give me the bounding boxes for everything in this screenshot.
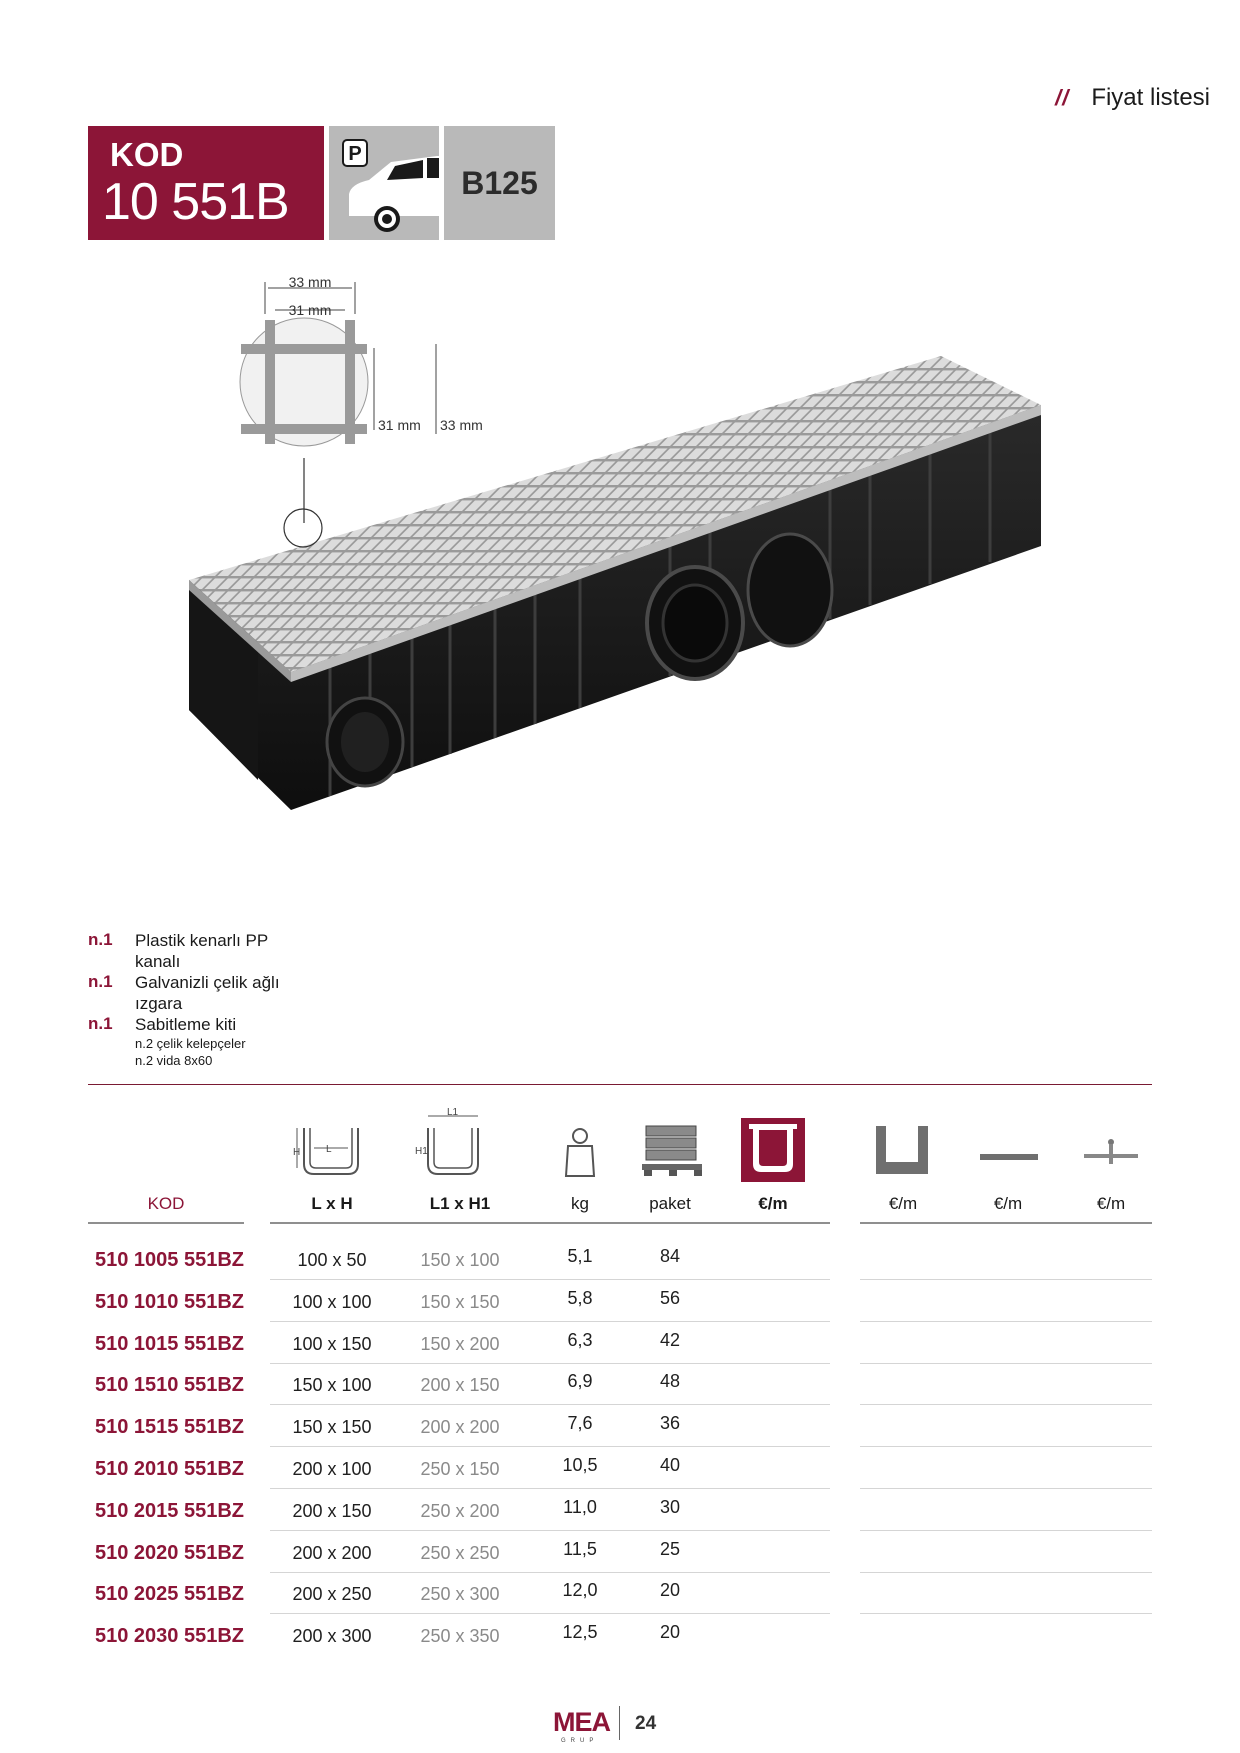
- table-cell-kg: 5,8: [567, 1288, 593, 1308]
- col-header-price-body: €/m: [888, 1194, 918, 1213]
- table-row-separator: [860, 1530, 1152, 1531]
- brand-logo: MEA: [553, 1707, 610, 1737]
- table-cell-paket: 42: [659, 1330, 681, 1350]
- table-cell-kg: 6,3: [567, 1330, 593, 1350]
- table-cell-l1xh1: 150 x 100: [420, 1250, 500, 1270]
- table-cell-kg: 10,5: [562, 1455, 598, 1475]
- car-parking-icon: [329, 126, 439, 240]
- table-cell-l1xh1: 150 x 200: [420, 1334, 500, 1354]
- table-row-separator: [270, 1572, 830, 1573]
- dim-inner-horizontal: 31 mm: [288, 302, 332, 318]
- page-header: [1055, 84, 1210, 112]
- icon-label-h: H: [293, 1147, 301, 1158]
- header-marker: //: [1055, 85, 1070, 110]
- contents-item: [88, 972, 300, 1014]
- load-class-value: B125: [461, 165, 538, 201]
- table-cell-lxh: 100 x 150: [292, 1334, 372, 1354]
- table-row-separator: [860, 1321, 1152, 1322]
- table-cell-paket: 84: [659, 1246, 681, 1266]
- icon-label-h1: H1: [415, 1146, 428, 1157]
- table-row-separator: [860, 1572, 1152, 1573]
- table-cell-l1xh1: 250 x 350: [420, 1626, 500, 1646]
- dim-inner-vertical: 31 mm: [378, 417, 421, 433]
- table-row-separator: [270, 1321, 830, 1322]
- product-illustration: [150, 274, 1070, 880]
- table-cell-paket: 48: [659, 1371, 681, 1391]
- col-header-kod: KOD: [147, 1194, 185, 1213]
- table-cell-kod: 510 1005 551BZ: [94, 1249, 244, 1271]
- table-cell-kod: 510 2025 551BZ: [94, 1583, 244, 1605]
- channel-outer-profile-icon: [414, 1106, 494, 1182]
- contents-detail: n.2 vida 8x60: [135, 1053, 213, 1068]
- channel-grate-icon: [741, 1118, 805, 1182]
- table-row-separator: [270, 1404, 830, 1405]
- contents-text: Galvanizli çelik ağlı ızgara: [135, 973, 280, 1013]
- table-cell-l1xh1: 200 x 150: [420, 1375, 500, 1395]
- table-cell-paket: 36: [659, 1413, 681, 1433]
- table-row-separator: [270, 1446, 830, 1447]
- channel-profile-icon: [292, 1120, 372, 1182]
- table-cell-l1xh1: 250 x 250: [420, 1543, 500, 1563]
- table-cell-l1xh1: 250 x 150: [420, 1459, 500, 1479]
- table-cell-lxh: 150 x 150: [292, 1417, 372, 1437]
- grate-icon: [978, 1150, 1040, 1164]
- table-cell-lxh: 200 x 150: [292, 1501, 372, 1521]
- table-cell-paket: 25: [659, 1539, 681, 1559]
- table-cell-kg: 12,5: [562, 1622, 598, 1642]
- table-row-separator: [270, 1613, 830, 1614]
- icon-label-l: L: [326, 1144, 332, 1155]
- table-cell-kod: 510 1510 551BZ: [94, 1374, 244, 1396]
- table-row-separator: [270, 1363, 830, 1364]
- pallet-icon: [640, 1122, 706, 1180]
- brand-logo-sub: GRUP: [561, 1738, 599, 1744]
- table-cell-kg: 11,0: [563, 1497, 597, 1517]
- header-rule: [270, 1222, 830, 1224]
- col-header-price-kit: €/m: [1096, 1194, 1126, 1213]
- table-cell-lxh: 200 x 100: [292, 1459, 372, 1479]
- table-cell-kg: 12,0: [562, 1580, 598, 1600]
- table-cell-l1xh1: 150 x 150: [420, 1292, 500, 1312]
- channel-body-icon: [872, 1122, 932, 1182]
- contents-item: [88, 1014, 300, 1069]
- dim-outer-horizontal: 33 mm: [288, 274, 332, 290]
- table-row-separator: [860, 1488, 1152, 1489]
- table-cell-paket: 30: [659, 1497, 681, 1517]
- contents-qty: n.1: [88, 972, 113, 991]
- load-class-badge: [444, 126, 555, 240]
- clamp-icon: [1082, 1138, 1140, 1168]
- table-cell-lxh: 100 x 100: [292, 1292, 372, 1312]
- table-row-separator: [270, 1488, 830, 1489]
- col-header-lxh: L x H: [311, 1194, 353, 1213]
- col-header-kg: kg: [571, 1194, 589, 1213]
- col-header-l1xh1: L1 x H1: [429, 1194, 491, 1213]
- table-cell-kg: 7,6: [567, 1413, 593, 1433]
- table-cell-lxh: 100 x 50: [297, 1250, 367, 1270]
- table-cell-kg: 6,9: [567, 1371, 593, 1391]
- contents-text: Plastik kenarlı PP kanalı: [135, 931, 268, 971]
- table-row-separator: [860, 1613, 1152, 1614]
- table-cell-kod: 510 2030 551BZ: [94, 1625, 244, 1647]
- table-cell-l1xh1: 200 x 200: [420, 1417, 500, 1437]
- table-cell-lxh: 200 x 300: [292, 1626, 372, 1646]
- table-cell-l1xh1: 250 x 300: [420, 1584, 500, 1604]
- table-cell-paket: 20: [659, 1580, 681, 1600]
- table-cell-l1xh1: 250 x 200: [420, 1501, 500, 1521]
- page-number: 24: [635, 1713, 657, 1734]
- header-title: Fiyat listesi: [1091, 84, 1210, 111]
- table-cell-lxh: 200 x 200: [292, 1543, 372, 1563]
- table-cell-kod: 510 1015 551BZ: [94, 1333, 244, 1355]
- contents-qty: n.1: [88, 930, 113, 949]
- table-cell-kod: 510 1515 551BZ: [94, 1416, 244, 1438]
- table-row-separator: [270, 1279, 830, 1280]
- kod-value: 10 551B: [102, 173, 289, 231]
- table-cell-paket: 40: [659, 1455, 681, 1475]
- contents-item: [88, 930, 300, 972]
- table-cell-kg: 5,1: [567, 1246, 593, 1266]
- table-cell-kod: 510 1010 551BZ: [94, 1291, 244, 1313]
- header-rule: [88, 1222, 244, 1224]
- footer-divider: [619, 1706, 620, 1740]
- table-cell-kg: 11,5: [563, 1539, 597, 1559]
- icon-label-l1: L1: [447, 1107, 459, 1118]
- parking-badge: [329, 126, 439, 240]
- col-header-price-grate: €/m: [993, 1194, 1023, 1213]
- product-code-badge: [88, 126, 324, 240]
- col-header-price-complete: €/m: [758, 1194, 788, 1213]
- parking-letter: P: [348, 143, 362, 165]
- table-cell-lxh: 200 x 250: [292, 1584, 372, 1604]
- kod-label: KOD: [110, 136, 184, 173]
- contents-text: Sabitleme kiti: [135, 1015, 237, 1034]
- col-header-paket: paket: [649, 1194, 691, 1213]
- contents-qty: n.1: [88, 1014, 113, 1033]
- table-cell-kod: 510 2010 551BZ: [94, 1458, 244, 1480]
- table-row-separator: [860, 1446, 1152, 1447]
- table-row-separator: [860, 1279, 1152, 1280]
- table-cell-lxh: 150 x 100: [292, 1375, 372, 1395]
- table-row-separator: [860, 1404, 1152, 1405]
- section-divider: [88, 1084, 1152, 1085]
- header-rule: [860, 1222, 1152, 1224]
- table-cell-paket: 20: [659, 1622, 681, 1642]
- weight-icon: [560, 1124, 600, 1180]
- table-cell-kod: 510 2015 551BZ: [94, 1500, 244, 1522]
- contents-detail: n.2 çelik kelepçeler: [135, 1036, 246, 1051]
- table-cell-paket: 56: [659, 1288, 681, 1308]
- dim-outer-vertical: 33 mm: [440, 417, 483, 433]
- table-cell-kod: 510 2020 551BZ: [94, 1542, 244, 1564]
- table-row-separator: [270, 1530, 830, 1531]
- table-row-separator: [860, 1363, 1152, 1364]
